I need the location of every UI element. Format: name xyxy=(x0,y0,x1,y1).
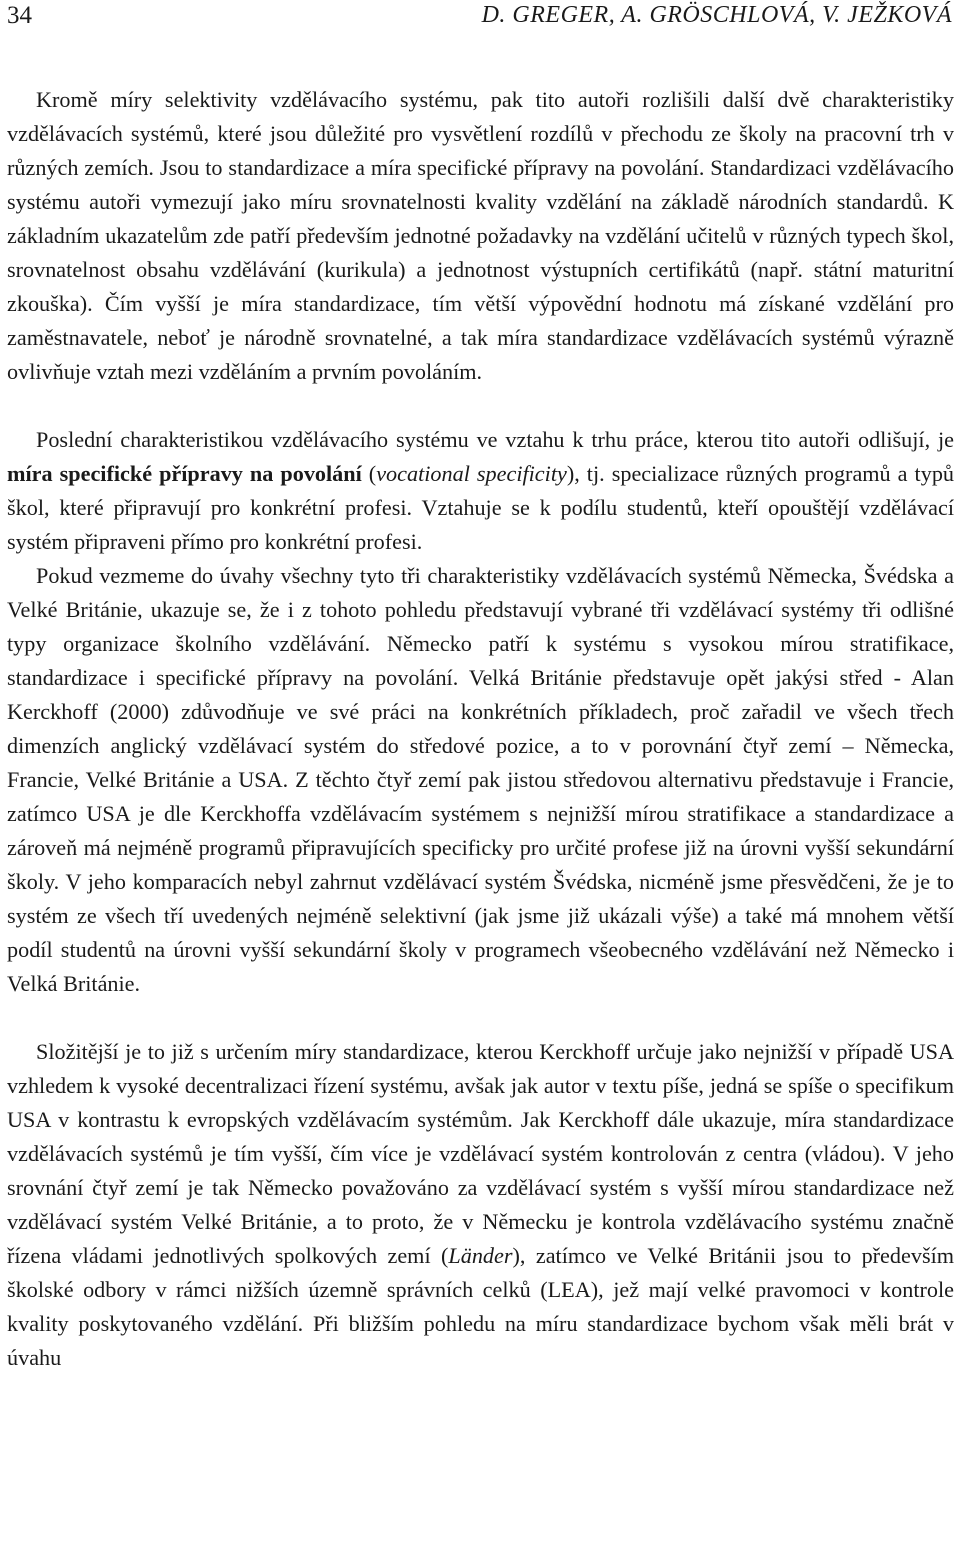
paragraph-country-comparison: Pokud vezmeme do úvahy všechny tyto tři charakteristiky vzdělávacích systémů Německa, Švédska a Velké Británie, ukazuje se, že i z tohoto pohledu představují vybrané tři vzdělávací systémy tři odlišné typy organizace školního vzdělávání. Německo patří k systému s vysokou mírou stratifikace, standardizace i specifické přípravy na povolání. Velká Británie představuje opět jakýsi střed - Alan Kerckhoff (2000) zdůvodňuje ve své práci na konkrétních příkladech, proč zařadil ve všech třech dimenzích anglický vzdělávací systém do středové pozice, a to v porovnání čtyř zemí – Německa, Francie, Velké Británie a USA. Z těchto čtyř zemí pak jistou středovou alternativu představuje i Francie, zatímco USA je dle Kerckhoffa vzdělávacím systémem s nejnižší mírou stratifikace a standardizace a zároveň má nejméně programů připravujících specificky pro určité profese již na úrovni vyšší sekundární školy. V jeho komparacích nebyl zahrnut vzdělávací systém Švédska, nicméně jsme přesvědčeni, že je to systém ze všech tří uvedených nejméně selektivní (jak jsme již ukázali výše) a také má mnohem větší podíl studentů na úrovni vyšší sekundární školy v programech všeobecného vzdělávání než Německo i Velká Británie. xyxy=(7,563,954,996)
italic-term: vocational specificity xyxy=(376,461,567,486)
paragraph-standardization-kerckhoff xyxy=(7,1035,954,1375)
paragraph-selectivity-standardization: Kromě míry selektivity vzdělávacího systému, pak tito autoři rozlišili další dvě charakteristiky vzdělávacích systémů, které jsou důležité pro vysvětlení rozdílů v přechodu ze školy na pracovní trh v různých zemích. Jsou to standardizace a míra specifické přípravy na povolání. Standardizaci vzdělávacího systému autoři vymezují jako míru srovnatelnosti kvality vzdělání na základě národních standardů. K základním ukazatelům zde patří především jednotné požadavky na vzdělání učitelů v různých typech škol, srovnatelnost obsahu vzdělávání (kurikula) a jednotnost výstupních certifikátů (např. státní maturitní zkouška). Čím vyšší je míra standardizace, tím větší výpovědní hodnotu má získané vzdělání pro zaměstnavatele, neboť je národně srovnatelné, a tak míra standardizace vzdělávacích systémů výrazně ovlivňuje vztah mezi vzděláním a prvním povoláním. xyxy=(7,87,954,384)
paragraph-text: ), zatímco ve Velké Británii jsou to především školské odbory v rámci nižších územně správních celků (LEA), jež mají velké pravomoci v kontrole kvality poskytovaného vzdělání. Při bližším pohledu na míru standardizace bychom však měli brát v úvahu xyxy=(7,1243,955,1370)
italic-term: Länder xyxy=(448,1243,513,1268)
paragraph-vocational-specificity xyxy=(7,423,954,559)
paragraph-text: Složitější je to již s určením míry standardizace, kterou Kerckhoff určuje jako nejnižší v případě USA vzhledem k vysoké decentralizaci řízení systému, avšak jak autor v textu píše, jedná se spíše o specifikum USA v kontrastu k evropských vzdělávacím systémům. Jak Kerckhoff dále ukazuje, míra standardizace vzdělávacích systémů je tím vyšší, čím více je vzdělávací systém kontrolován z centra (vládou). V jeho srovnání čtyř zemí je tak Německo považováno za vzdělávací systém s vyšší mírou standardizace než vzdělávací systém Velké Británie, a to proto, že v Německu je kontrola vzdělávacího systému značně řízena vládami jednotlivých spolkových zemí ( xyxy=(7,1039,954,1268)
running-header xyxy=(7,2,952,42)
page-number: 34 xyxy=(7,2,32,29)
bold-term: míra specifické přípravy na povolání xyxy=(7,461,362,486)
paragraph-text: Poslední charakteristikou vzdělávacího systému ve vztahu k trhu práce, kterou tito autoři odlišují, je xyxy=(36,427,954,452)
body-text xyxy=(7,83,954,1375)
paragraph-text: ( xyxy=(361,461,377,486)
paragraph-text: ), tj. specializace různých programů a typů škol, které připravují pro konkrétní profesi. Vztahuje se k podílu studentů, kteří opouštějí vzdělávací systém připraveni přímo pro konkrétní profesi. xyxy=(7,461,955,554)
running-header-authors: D. GREGER, A. GRÖSCHLOVÁ, V. JEŽKOVÁ xyxy=(481,2,952,28)
